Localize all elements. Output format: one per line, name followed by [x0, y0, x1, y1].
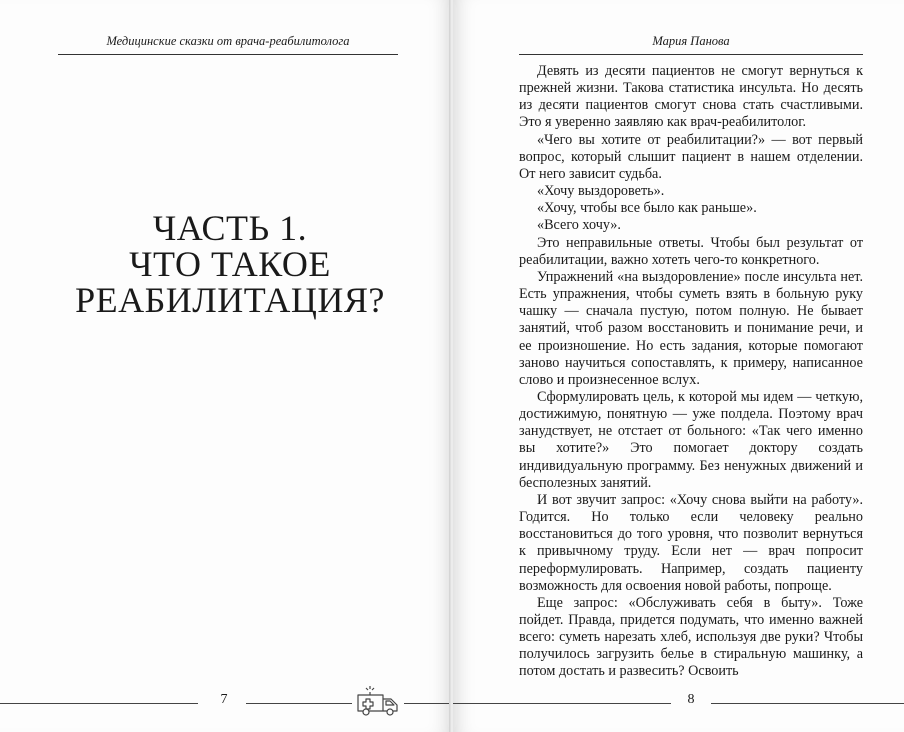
paragraph: «Всего хочу». — [537, 217, 621, 234]
paragraph: Сформулировать цель, к которой мы идем — четкую, достижимую, понятную — уже полдела. Поэтому врач занудствует, не отстает от больного: «Так чего именно вы хотите?» Это помогает доктору создать индивидуальную программу. Без ненужных движений и бесполезных занятий. — [519, 388, 864, 491]
header-rule-left — [58, 54, 398, 55]
ambulance-icon — [355, 684, 401, 720]
body-text — [519, 63, 863, 681]
right-page — [453, 0, 904, 732]
chapter-title-line-2: ЧТО ТАКОЕ — [129, 244, 331, 284]
paragraph: Упражнений «на выздоровление» после инсульта нет. Есть упражнения, чтобы суметь взять в больную руку чашку — сначала пустую, потом полную. Не бывает занятий, чтоб разом восстановить и понимание речи, и ее произношение. Но есть задания, которые помогают заново научиться сопоставлять, к примеру, написанное слово и произнесенное вслух. — [519, 268, 864, 388]
chapter-title-line-1: ЧАСТЬ 1. — [152, 208, 308, 248]
running-head-right: Мария Панова — [652, 34, 730, 48]
paragraph: Это неправильные ответы. Чтобы был результат от реабилитации, важно хотеть чего-то конкретного. — [519, 234, 864, 268]
paragraph: «Хочу выздороветь». — [537, 183, 665, 200]
paragraph: И вот звучит запрос: «Хочу снова выйти на работу». Годится. Но только если человеку реально восстановиться до того уровня, что позволит вернуться к привычному труду. Если нет — врач попросит переформулировать. Например, создать пациенту возможность для освоения новой работы, попроще. — [519, 491, 863, 594]
paragraph: Еще запрос: «Обслуживать себя в быту». Тоже пойдет. Правда, придется подумать, что именно важней всего: суметь нарезать хлеб, используя две руки? Чтобы получилось загрузить белье в стиральную машинку, а потом достать и развесить? Освоить — [519, 594, 864, 680]
footer-rule-right-b — [711, 703, 904, 704]
chapter-title — [40, 210, 420, 318]
page-number-right: 8 — [687, 692, 695, 707]
left-page — [0, 0, 451, 732]
paragraph: «Хочу, чтобы все было как раньше». — [537, 200, 757, 217]
running-head-left: Медицинские сказки от врача-реабилитолога — [106, 34, 350, 48]
footer-rule-left-a — [0, 703, 198, 704]
page-number-left: 7 — [220, 692, 228, 707]
footer-rule-left-c — [404, 703, 451, 704]
footer-rule-left-b — [246, 703, 352, 704]
paragraph: «Чего вы хотите от реабилитации?» — вот первый вопрос, который слышит пациент в нашем отделении. От него зависит судьба. — [519, 131, 863, 182]
paragraph: Девять из десяти пациентов не смогут вернуться к прежней жизни. Такова статистика инсульта. Но десять из десяти пациентов смогут снова стать счастливыми. Это я уверенно заявляю как врач-реабилитолог. — [519, 63, 863, 131]
chapter-title-line-3: РЕАБИЛИТАЦИЯ? — [75, 280, 385, 320]
header-rule-right — [519, 54, 863, 55]
footer-rule-right-a — [453, 703, 671, 704]
